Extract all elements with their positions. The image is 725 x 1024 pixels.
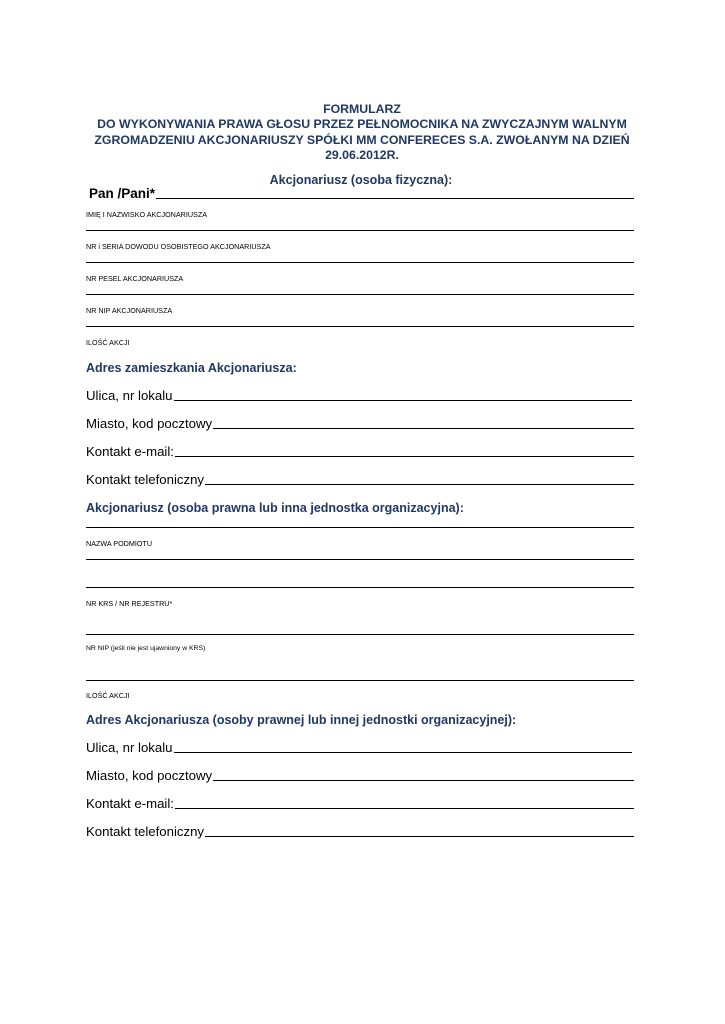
- natural-city-label: Miasto, kod pocztowy: [86, 416, 213, 431]
- legal-city-field[interactable]: [86, 767, 634, 783]
- legal-phone-label: Kontakt telefoniczny: [86, 824, 205, 839]
- title-line-4: 29.06.2012R.: [325, 148, 399, 163]
- pesel-line[interactable]: [86, 262, 634, 263]
- caption-full-name: IMIĘ I NAZWISKO AKCJONARIUSZA: [86, 210, 208, 219]
- legal-email-line[interactable]: [175, 808, 634, 809]
- caption-entity-shares: ILOŚĆ AKCJI: [86, 691, 130, 700]
- caption-krs: NR KRS / NR REJESTRU*: [86, 599, 173, 608]
- name-field[interactable]: [89, 185, 634, 201]
- natural-email-label: Kontakt e-mail:: [86, 444, 174, 459]
- title-line-1: FORMULARZ: [323, 102, 401, 116]
- natural-city-line[interactable]: [213, 428, 634, 429]
- name-field-label: Pan /Pani*: [89, 186, 156, 201]
- natural-phone-label: Kontakt telefoniczny: [86, 472, 205, 487]
- legal-phone-line[interactable]: [205, 836, 634, 837]
- title-line-3: ZGROMADZENIU AKCJONARIUSZY SPÓŁKI MM CONFERECES S.A. ZWOŁANYM NA DZIEŃ: [94, 132, 630, 147]
- legal-phone-field[interactable]: [86, 823, 634, 839]
- natural-person-heading: Akcjonariusz (osoba fizyczna):: [269, 173, 453, 187]
- caption-entity-name: NAZWA PODMIOTU: [86, 539, 153, 548]
- name-field-line[interactable]: [156, 198, 634, 199]
- caption-entity-nip: NR NIP (jeśli nie jest ujawniony w KRS): [86, 645, 206, 652]
- nip-line[interactable]: [86, 294, 634, 295]
- legal-street-field[interactable]: [86, 739, 632, 755]
- title-line-2: DO WYKONYWANIA PRAWA GŁOSU PRZEZ PEŁNOMOCNIKA NA ZWYCZAJNYM WALNYM: [97, 117, 627, 132]
- legal-street-label: Ulica, nr lokalu: [86, 740, 173, 755]
- legal-email-label: Kontakt e-mail:: [86, 796, 174, 811]
- caption-pesel: NR PESEL AKCJONARIUSZA: [86, 274, 184, 283]
- natural-phone-line[interactable]: [205, 484, 634, 485]
- form-title: [88, 102, 636, 164]
- legal-city-label: Miasto, kod pocztowy: [86, 768, 213, 783]
- legal-city-line[interactable]: [213, 780, 634, 781]
- natural-phone-field[interactable]: [86, 471, 634, 487]
- entity-shares-line[interactable]: [86, 680, 634, 681]
- legal-email-field[interactable]: [86, 795, 634, 811]
- id-card-line[interactable]: [86, 230, 634, 231]
- caption-id-card: NR i SERIA DOWODU OSOBISTEGO AKCJONARIUSZA: [86, 242, 271, 251]
- natural-email-line[interactable]: [175, 456, 634, 457]
- legal-street-line[interactable]: [174, 752, 633, 753]
- natural-email-field[interactable]: [86, 443, 634, 459]
- entity-nip-line[interactable]: [86, 634, 634, 635]
- caption-shares-count: ILOŚĆ AKCJI: [86, 338, 130, 347]
- natural-street-line[interactable]: [174, 400, 633, 401]
- natural-street-field[interactable]: [86, 387, 632, 403]
- natural-city-field[interactable]: [86, 415, 634, 431]
- address-legal-heading: Adres Akcjonariusza (osoby prawnej lub innej jednostki organizacyjnej):: [86, 713, 517, 727]
- krs-line-2[interactable]: [86, 587, 634, 588]
- legal-entity-heading: Akcjonariusz (osoba prawna lub inna jednostka organizacyjna):: [86, 501, 464, 515]
- shares-count-line[interactable]: [86, 326, 634, 327]
- caption-nip: NR NIP AKCJONARIUSZA: [86, 306, 173, 315]
- natural-street-label: Ulica, nr lokalu: [86, 388, 173, 403]
- address-natural-heading: Adres zamieszkania Akcjonariusza:: [86, 361, 297, 375]
- krs-line-1[interactable]: [86, 559, 634, 560]
- entity-name-line[interactable]: [86, 527, 634, 528]
